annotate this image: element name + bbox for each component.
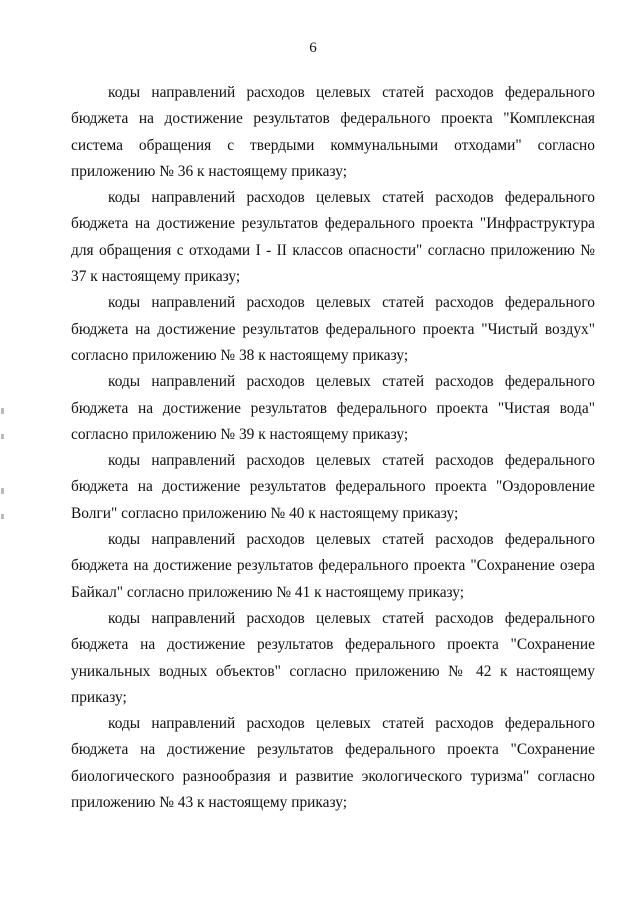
paragraph-5: коды направлений расходов целевых статей расходов федерального бюджета на достижение результатов федерального проекта "Оздоровление Волги" согласно приложению № 40 к настоящему приказу;	[71, 452, 595, 522]
document-body	[71, 80, 595, 816]
paragraph-2: коды направлений расходов целевых статей расходов федерального бюджета на достижение результатов федерального проекта "Инфраструктура для обращения с отходами I - II классов опасности" согласно приложению № 37 к настоящему приказу;	[71, 189, 595, 286]
paragraph-3: коды направлений расходов целевых статей расходов федерального бюджета на достижение результатов федерального проекта "Чистый воздух" согласно приложению № 38 к настоящему приказу;	[71, 294, 595, 364]
paragraph-6: коды направлений расходов целевых статей расходов федерального бюджета на достижение результатов федерального проекта "Сохранение озера Байкал" согласно приложению № 41 к настоящему приказу;	[71, 531, 595, 601]
scan-edge-mark	[1, 408, 4, 414]
scan-edge-mark	[1, 514, 4, 519]
paragraph-8: коды направлений расходов целевых статей расходов федерального бюджета на достижение результатов федерального проекта "Сохранение биологического разнообразия и развитие экологического туризма" согласно приложению № 43 к настоящему приказу;	[71, 715, 595, 812]
paragraph-7: коды направлений расходов целевых статей расходов федерального бюджета на достижение результатов федерального проекта "Сохранение уникальных водных объектов" согласно приложению № 42 к настоящему приказу;	[71, 609, 595, 706]
page-number: 6	[309, 40, 317, 56]
scan-edge-mark	[1, 434, 4, 439]
paragraph-4: коды направлений расходов целевых статей расходов федерального бюджета на достижение результатов федерального проекта "Чистая вода" согласно приложению № 39 к настоящему приказу;	[71, 373, 595, 443]
scan-edge-mark	[1, 488, 4, 494]
paragraph-1: коды направлений расходов целевых статей расходов федерального бюджета на достижение результатов федерального проекта "Комплексная система обращения с твердыми коммунальными отходами" согласно приложению № 36 к настоящему приказу;	[71, 84, 595, 180]
